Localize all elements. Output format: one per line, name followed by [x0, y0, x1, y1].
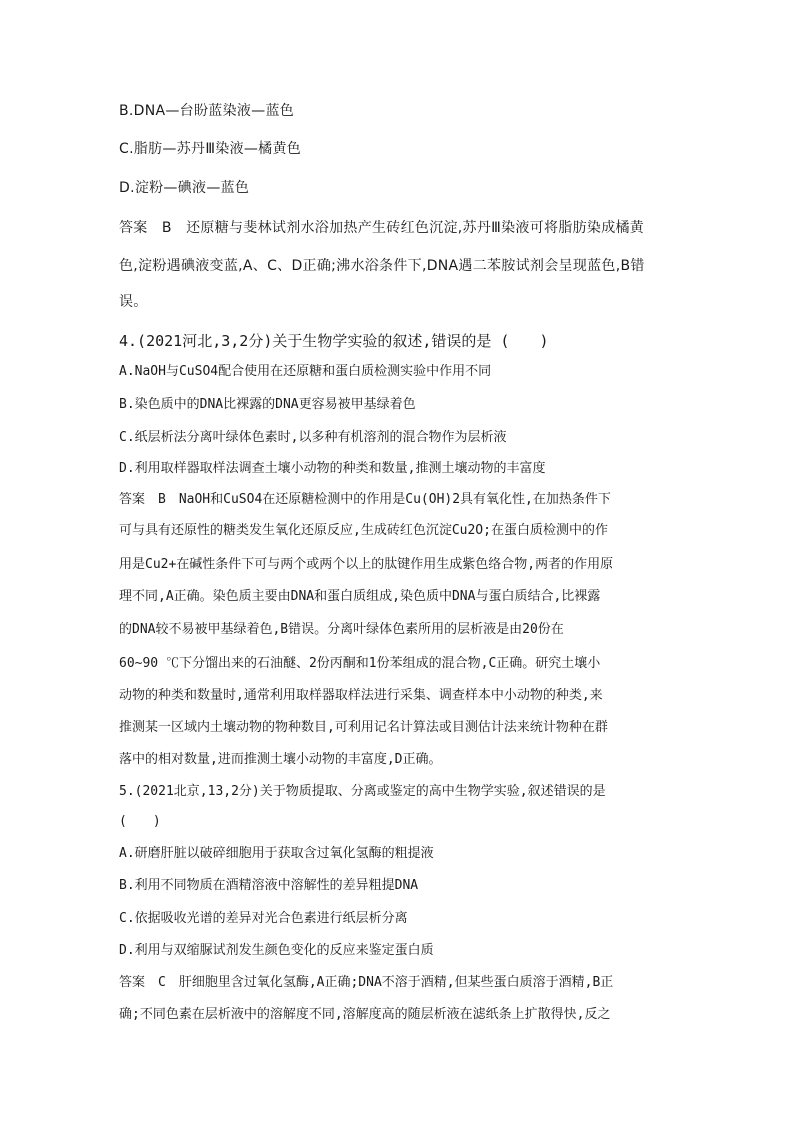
q4-option-c: C.纸层析法分离叶绿体色素时,以多种有机溶剂的混合物作为层析液 [119, 430, 507, 445]
q5-stem-line-1: 5.(2021北京,13,2分)关于物质提取、分离或鉴定的高中生物学实验,叙述错误的是 [119, 784, 606, 799]
q4-answer-line-6: 60~90 ℃下分馏出来的石油醚、2份丙酮和1份苯组成的混合物,C正确。研究土壤小 [119, 656, 601, 671]
q3-answer-line-1: 答案 B 还原糖与斐林试剂水浴加热产生砖红色沉淀,苏丹Ⅲ染液可将脂肪染成橘黄 [119, 220, 645, 236]
q4-answer-line-2: 可与具有还原性的糖类发生氧化还原反应,生成砖红色沉淀Cu2O;在蛋白质检测中的作 [119, 523, 608, 538]
q5-option-b: B.利用不同物质在酒精溶液中溶解性的差异粗提DNA [119, 878, 419, 893]
q5-answer-line-1: 答案 C 肝细胞里含过氧化氢酶,A正确;DNA不溶于酒精,但某些蛋白质溶于酒精,B正 [119, 975, 614, 990]
q3-option-b: B.DNA—台盼蓝染液—蓝色 [119, 103, 295, 119]
q4-option-d: D.利用取样器取样法调查土壤小动物的种类和数量,推测土壤动物的丰富度 [119, 461, 546, 476]
q3-answer-line-2: 色,淀粉遇碘液变蓝,A、C、D正确;沸水浴条件下,DNA遇二苯胺试剂会呈现蓝色,B错 [119, 258, 645, 274]
q4-option-b: B.染色质中的DNA比裸露的DNA更容易被甲基绿着色 [119, 397, 416, 412]
q4-answer-line-4: 理不同,A正确。染色质主要由DNA和蛋白质组成,染色质中DNA与蛋白质结合,比裸露 [119, 589, 601, 604]
q4-stem: 4.(2021河北,3,2分)关于生物学实验的叙述,错误的是 ( ) [119, 332, 549, 350]
q5-option-c: C.依据吸收光谱的差异对光合色素进行纸层析分离 [119, 911, 408, 926]
q3-option-d: D.淀粉—碘液—蓝色 [119, 180, 250, 196]
q4-option-a: A.NaOH与CuSO4配合使用在还原糖和蛋白质检测实验中作用不同 [119, 364, 492, 379]
q4-answer-line-5: 的DNA较不易被甲基绿着色,B错误。分离叶绿体色素所用的层析液是由20份在 [119, 622, 564, 637]
q5-answer-line-2: 确;不同色素在层析液中的溶解度不同,溶解度高的随层析液在滤纸条上扩散得快,反之 [119, 1007, 611, 1022]
q4-answer-line-1: 答案 B NaOH和CuSO4在还原糖检测中的作用是Cu(OH)2具有氧化性,在加热条件下 [119, 492, 611, 507]
q5-option-a: A.研磨肝脏以破碎细胞用于获取含过氧化氢酶的粗提液 [119, 846, 434, 861]
q4-answer-line-3: 用是Cu2+在碱性条件下可与两个或两个以上的肽键作用生成紫色络合物,两者的作用原 [119, 557, 614, 572]
q3-answer-line-3: 误。 [119, 294, 148, 310]
q5-stem-line-2: ( ) [119, 814, 161, 829]
q4-answer-line-9: 落中的相对数量,进而推测土壤小动物的丰富度,D正确。 [119, 752, 442, 767]
q5-option-d: D.利用与双缩脲试剂发生颜色变化的反应来鉴定蛋白质 [119, 943, 434, 958]
q4-answer-line-7: 动物的种类和数量时,通常利用取样器取样法进行采集、调查样本中小动物的种类,来 [119, 688, 603, 703]
q4-answer-line-8: 推测某一区域内土壤动物的物种数目,可利用记名计算法或目测估计法来统计物种在群 [119, 720, 608, 735]
q3-option-c: C.脂肪—苏丹Ⅲ染液—橘黄色 [119, 141, 302, 157]
